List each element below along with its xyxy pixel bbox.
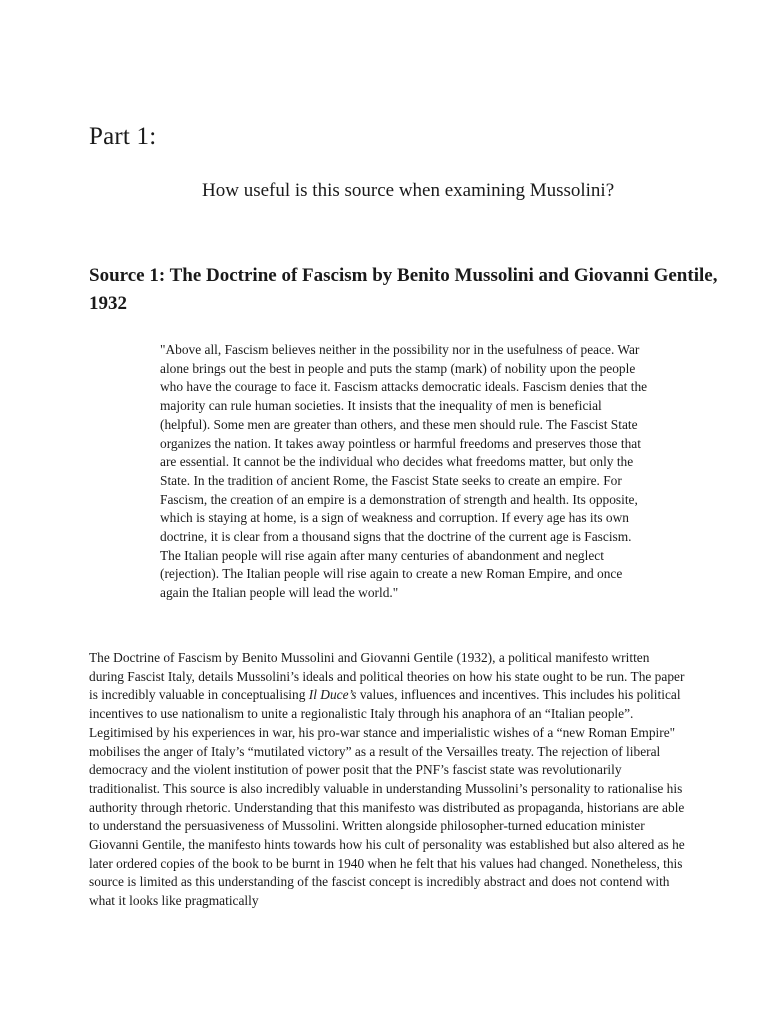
analysis-italic-term: Il Duce’s [308, 687, 357, 703]
source-quote: "Above all, Fascism believes neither in the possibility nor in the usefulness of peace. War alone brings out the best in people and puts the stamp (mark) of nobility upon the people who have the courage to face it. Fascism attacks democratic ideals. Fascism denies that the majority can rule human societies. It insists that the inequality of men is beneficial (helpful). Some men are greater than others, and these men should rule. The Fascist State organizes the nation. It takes away pointless or harmful freedoms and preserves those that are essential. It cannot be the individual who decides what freedoms matter, but only the State. In the tradition of ancient Rome, the Fascist State seeks to create an empire. For Fascism, the creation of an empire is a demonstration of strength and health. Its opposite, which is staying at home, is a sign of weakness and corruption. If every age has its own doctrine, it is clear from a thousand signs that the doctrine of the current age is Fascism. The Italian people will rise again after many centuries of abandonment and neglect (rejection). The Italian people will rise again to create a new Roman Empire, and once again the Italian people will lead the world." [160, 342, 648, 601]
essay-question: How useful is this source when examining Mussolini? [202, 180, 615, 201]
analysis-text-part1: The Doctrine of Fascism by Benito Mussolini and Giovanni Gentile (1932), a political manifesto written during Fascist Italy, details Mussolini’s ideals and political theories on how his state ought to be run. The paper is incredibly valuable in conceptualising [89, 650, 685, 703]
part-heading: Part 1: [89, 123, 157, 150]
analysis-paragraph [89, 649, 685, 911]
source-title: Source 1: The Doctrine of Fascism by Benito Mussolini and Giovanni Gentile, 1932 [89, 265, 718, 314]
analysis-text-part2: values, influences and incentives. This includes his political incentives to use nationalism to unite a regionalistic Italy through his anaphora of an “Italian people”. Legitimised by his experiences in war, his pro-war stance and imperialistic wishes of a “new Roman Empire" mobilises the anger of Italy’s “mutilated victory” as a result of the Versailles treaty. The rejection of liberal democracy and the violent institution of power posit that the PNF’s fascist state was revolutionarily traditionalist. This source is also incredibly valuable in understanding Mussolini’s personality to rationalise his authority through rhetoric. Understanding that this manifesto was distributed as propaganda, historians are able to understand the persuasiveness of Mussolini. Written alongside philosopher-turned education minister Giovanni Gentile, the manifesto hints towards how his cult of personality was established but also altered as he later ordered copies of the book to be burnt in 1940 when he felt that his values had changed. Nonetheless, this source is limited as this understanding of the fascist concept is incredibly abstract and does not contend with what it looks like pragmatically [89, 687, 685, 909]
